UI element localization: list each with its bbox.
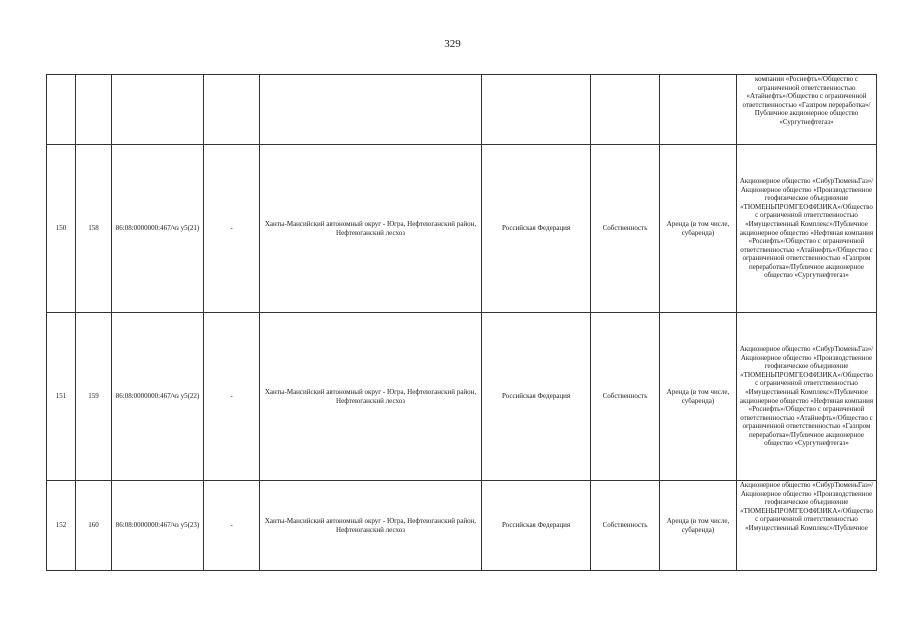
table-row xyxy=(47,481,877,571)
address-cell: Ханты-Мансийский автономный округ - Югра, Нефтеюганский район, Нефтеюганский лесхоз xyxy=(260,481,482,571)
encumbrance-cell: Аренда (в том числе, субаренда) xyxy=(660,481,737,571)
encumbrance-cell: Аренда (в том числе, субаренда) xyxy=(660,313,737,481)
address-cell: Ханты-Мансийский автономный округ - Югра, Нефтеюганский район, Нефтеюганский лесхоз xyxy=(260,313,482,481)
owners-text: компании «Роснефть»/Общество с ограниченной ответственностью «Атайнефть»/Общество с ограниченной ответственностью «Газпром переработка»/Публичное акционерное общество «Сургутнефтегаз» xyxy=(742,75,871,126)
dash-cell: - xyxy=(204,145,260,313)
country-cell: Российская Федерация xyxy=(482,145,591,313)
owners-cell xyxy=(737,75,877,145)
page-number: 329 xyxy=(444,38,461,50)
owners-text: Акционерное общество «СибурТюменьГаз»/Акционерное общество «Производственное геофизическое объединение «ТЮМЕНЬПРОМГЕОФИЗИКА»/Общество с ограниченной ответственностью «Имущественный Комплекс»/Публичное акционерное общество «Нефтяная компания «Роснефть»/Общество с ограниченной ответственностью «Атайнефть»/Общество с ограниченной ответственностью «Газпром переработка»/Публичное акционерное общество «Сургутнефтегаз» xyxy=(739,344,874,448)
row-id-cell: 159 xyxy=(76,313,112,481)
address-cell: Ханты-Мансийский автономный округ - Югра, Нефтеюганский район, Нефтеюганский лесхоз xyxy=(260,145,482,313)
row-id-cell xyxy=(76,75,112,145)
cadastral-number-cell: 86:08:0000000:467/чз у5(23) xyxy=(112,481,204,571)
country-cell: Российская Федерация xyxy=(482,481,591,571)
dash-cell xyxy=(204,75,260,145)
row-id-cell: 158 xyxy=(76,145,112,313)
registry-table xyxy=(46,74,877,571)
dash-cell: - xyxy=(204,313,260,481)
owners-cell xyxy=(737,145,877,313)
country-cell xyxy=(482,75,591,145)
table-row xyxy=(47,75,877,145)
cadastral-number-cell xyxy=(112,75,204,145)
owners-text: Акционерное общество «СибурТюменьГаз»/Акционерное общество «Производственное геофизическое объединение «ТЮМЕНЬПРОМГЕОФИЗИКА»/Общество с ограниченной ответственностью «Имущественный Комплекс»/Публичное xyxy=(739,481,874,532)
right-type-cell: Собственность xyxy=(591,145,660,313)
dash-cell: - xyxy=(204,481,260,571)
row-id-cell: 160 xyxy=(76,481,112,571)
encumbrance-cell xyxy=(660,75,737,145)
right-type-cell: Собственность xyxy=(591,481,660,571)
owners-cell xyxy=(737,481,877,571)
encumbrance-cell: Аренда (в том числе, субаренда) xyxy=(660,145,737,313)
owners-cell xyxy=(737,313,877,481)
cadastral-number-cell: 86:08:0000000:467/чз у5(22) xyxy=(112,313,204,481)
right-type-cell xyxy=(591,75,660,145)
address-cell xyxy=(260,75,482,145)
table-row xyxy=(47,313,877,481)
cadastral-number-cell: 86:08:0000000:467/чз у5(21) xyxy=(112,145,204,313)
right-type-cell: Собственность xyxy=(591,313,660,481)
row-number-cell xyxy=(47,75,76,145)
row-number-cell: 150 xyxy=(47,145,76,313)
row-number-cell: 152 xyxy=(47,481,76,571)
table-row xyxy=(47,145,877,313)
country-cell: Российская Федерация xyxy=(482,313,591,481)
owners-text: Акционерное общество «СибурТюменьГаз»/Акционерное общество «Производственное геофизическое объединение «ТЮМЕНЬПРОМГЕОФИЗИКА»/Общество с ограниченной ответственностью «Имущественный Комплекс»/Публичное акционерное общество «Нефтяная компания «Роснефть»/Общество с ограниченной ответственностью «Атайнефть»/Общество с ограниченной ответственностью «Газпром переработка»/Публичное акционерное общество «Сургутнефтегаз» xyxy=(739,176,874,280)
row-number-cell: 151 xyxy=(47,313,76,481)
